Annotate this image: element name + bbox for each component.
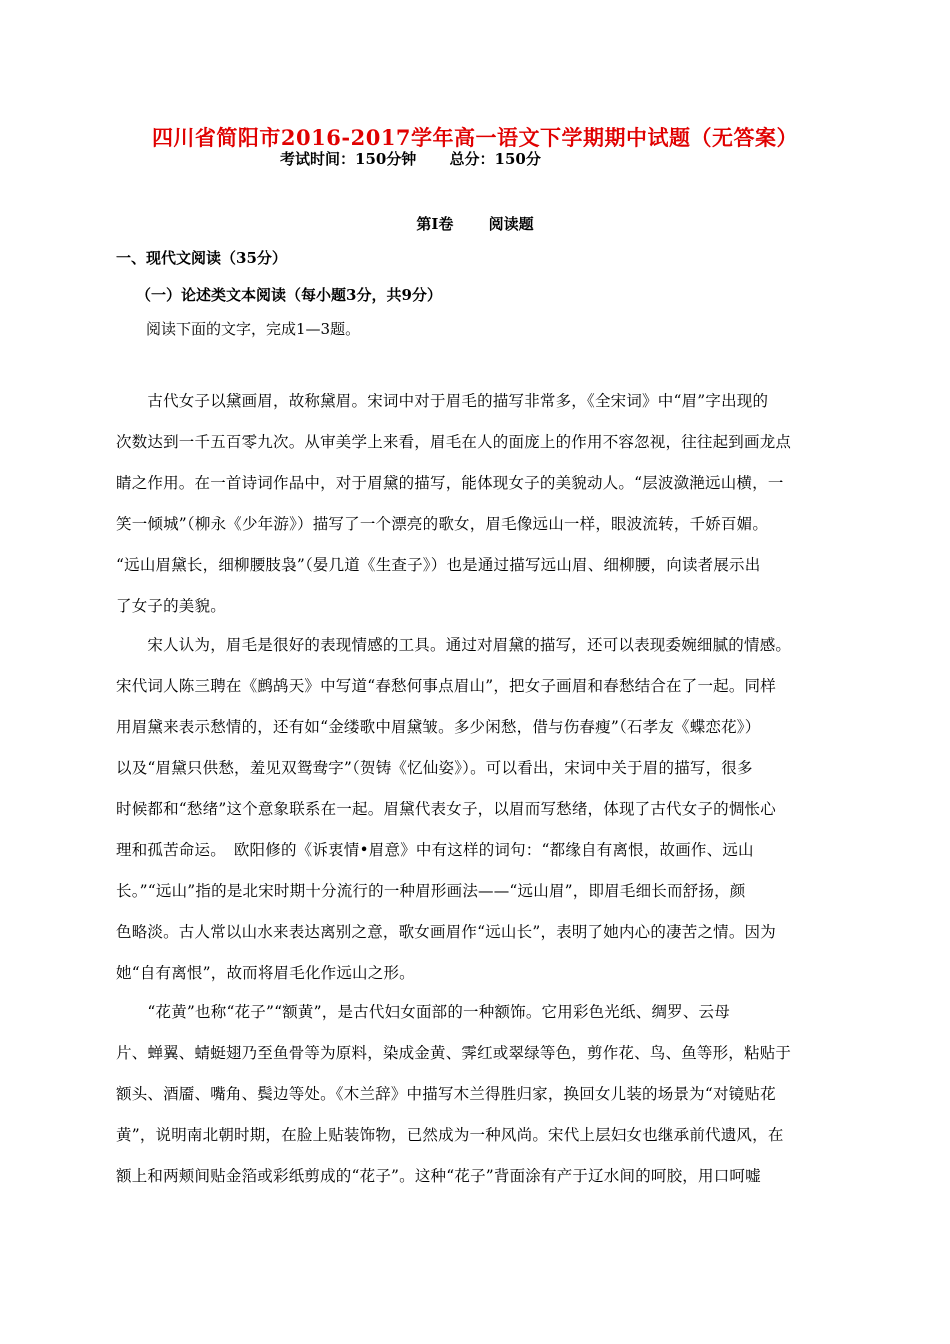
passage-line: 额头、酒靥、嘴角、鬓边等处。《木兰辞》中描写木兰得胜归家，换回女儿装的场景为“对镜贴花 (116, 1085, 776, 1103)
volume-heading (0, 213, 950, 234)
passage-line: 宋人认为，眉毛是很好的表现情感的工具。通过对眉黛的描写，还可以表现委婉细腻的情感。 (116, 636, 792, 654)
passage-line: 片、蝉翼、蜻蜓翅乃至鱼骨等为原料，染成金黄、霁红或翠绿等色，剪作花、鸟、鱼等形，粘贴于 (116, 1044, 792, 1062)
passage-line: 以及“眉黛只供愁，羞见双鸳鸯字”（贺铸《忆仙姿》）。可以看出，宋词中关于眉的描写，很多 (116, 759, 753, 777)
passage-line: 她“自有离恨”，故而将眉毛化作远山之形。 (116, 964, 415, 982)
passage-line: 笑一倾城”（柳永《少年游》）描写了一个漂亮的歌女，眉毛像远山一样，眼波流转，千娇百媚。 (116, 515, 769, 533)
reading-instruction: 阅读下面的文字，完成1—3题。 (146, 320, 361, 338)
passage-line: “花黄”也称“花子”“额黄”，是古代妇女面部的一种额饰。它用彩色光纸、绸罗、云母 (116, 1003, 730, 1021)
passage-line: 用眉黛来表示愁情的，还有如“金缕歌中眉黛皱。多少闲愁，借与伤春瘦”（石孝友《蝶恋花》） (116, 718, 761, 736)
total-score: 总分：150分 (449, 150, 541, 168)
passage-line: 黄”，说明南北朝时期，在脸上贴装饰物，已然成为一种风尚。宋代上层妇女也继承前代遗风，在 (116, 1126, 784, 1144)
passage-line: 睛之作用。在一首诗词作品中，对于眉黛的描写，能体现女子的美貌动人。“层波潋滟远山横，一 (116, 474, 784, 492)
passage-line: 长。”“远山”指的是北宋时期十分流行的一种眉形画法——“远山眉”，即眉毛细长而舒扬，颜 (116, 882, 746, 900)
passage-line: 古代女子以黛画眉，故称黛眉。宋词中对于眉毛的描写非常多，《全宋词》中“眉”字出现的 (116, 392, 769, 410)
subsection-heading: （一）论述类文本阅读（每小题3分，共9分） (136, 286, 442, 304)
passage-line: 时候都和“愁绪”这个意象联系在一起。眉黛代表女子，以眉而写愁绪，体现了古代女子的惆怅心 (116, 800, 776, 818)
passage-line: 了女子的美貌。 (116, 597, 226, 615)
passage-line: 宋代词人陈三聘在《鹧鸪天》中写道“春愁何事点眉山”，把女子画眉和春愁结合在了一起。同样 (116, 677, 776, 695)
passage-line: 额上和两颊间贴金箔或彩纸剪成的“花子”。这种“花子”背面涂有产于辽水间的呵胶，用口呵嘘 (116, 1167, 761, 1185)
passage-line: “远山眉黛长，细柳腰肢袅”（晏几道《生查子》）也是通过描写远山眉、细柳腰，向读者展示出 (116, 556, 761, 574)
exam-time: 考试时间：150分钟 (280, 150, 417, 168)
passage-line: 次数达到一千五百零九次。从审美学上来看，眉毛在人的面庞上的作用不容忽视，往往起到画龙点 (116, 433, 792, 451)
passage-line: 色略淡。古人常以山水来表达离别之意，歌女画眉作“远山长”，表明了她内心的凄苦之情。因为 (116, 923, 776, 941)
document-title: 四川省简阳市2016-2017学年高一语文下学期期中试题（无答案） (151, 125, 799, 150)
volume-label: 第Ⅰ卷 (416, 215, 454, 233)
volume-name: 阅读题 (488, 215, 534, 233)
section-heading: 一、现代文阅读（35分） (116, 249, 287, 267)
exam-info (280, 148, 569, 169)
passage-line: 理和孤苦命运。 欧阳修的《诉衷情•眉意》中有这样的词句：“都缘自有离恨，故画作、远山 (116, 841, 754, 859)
